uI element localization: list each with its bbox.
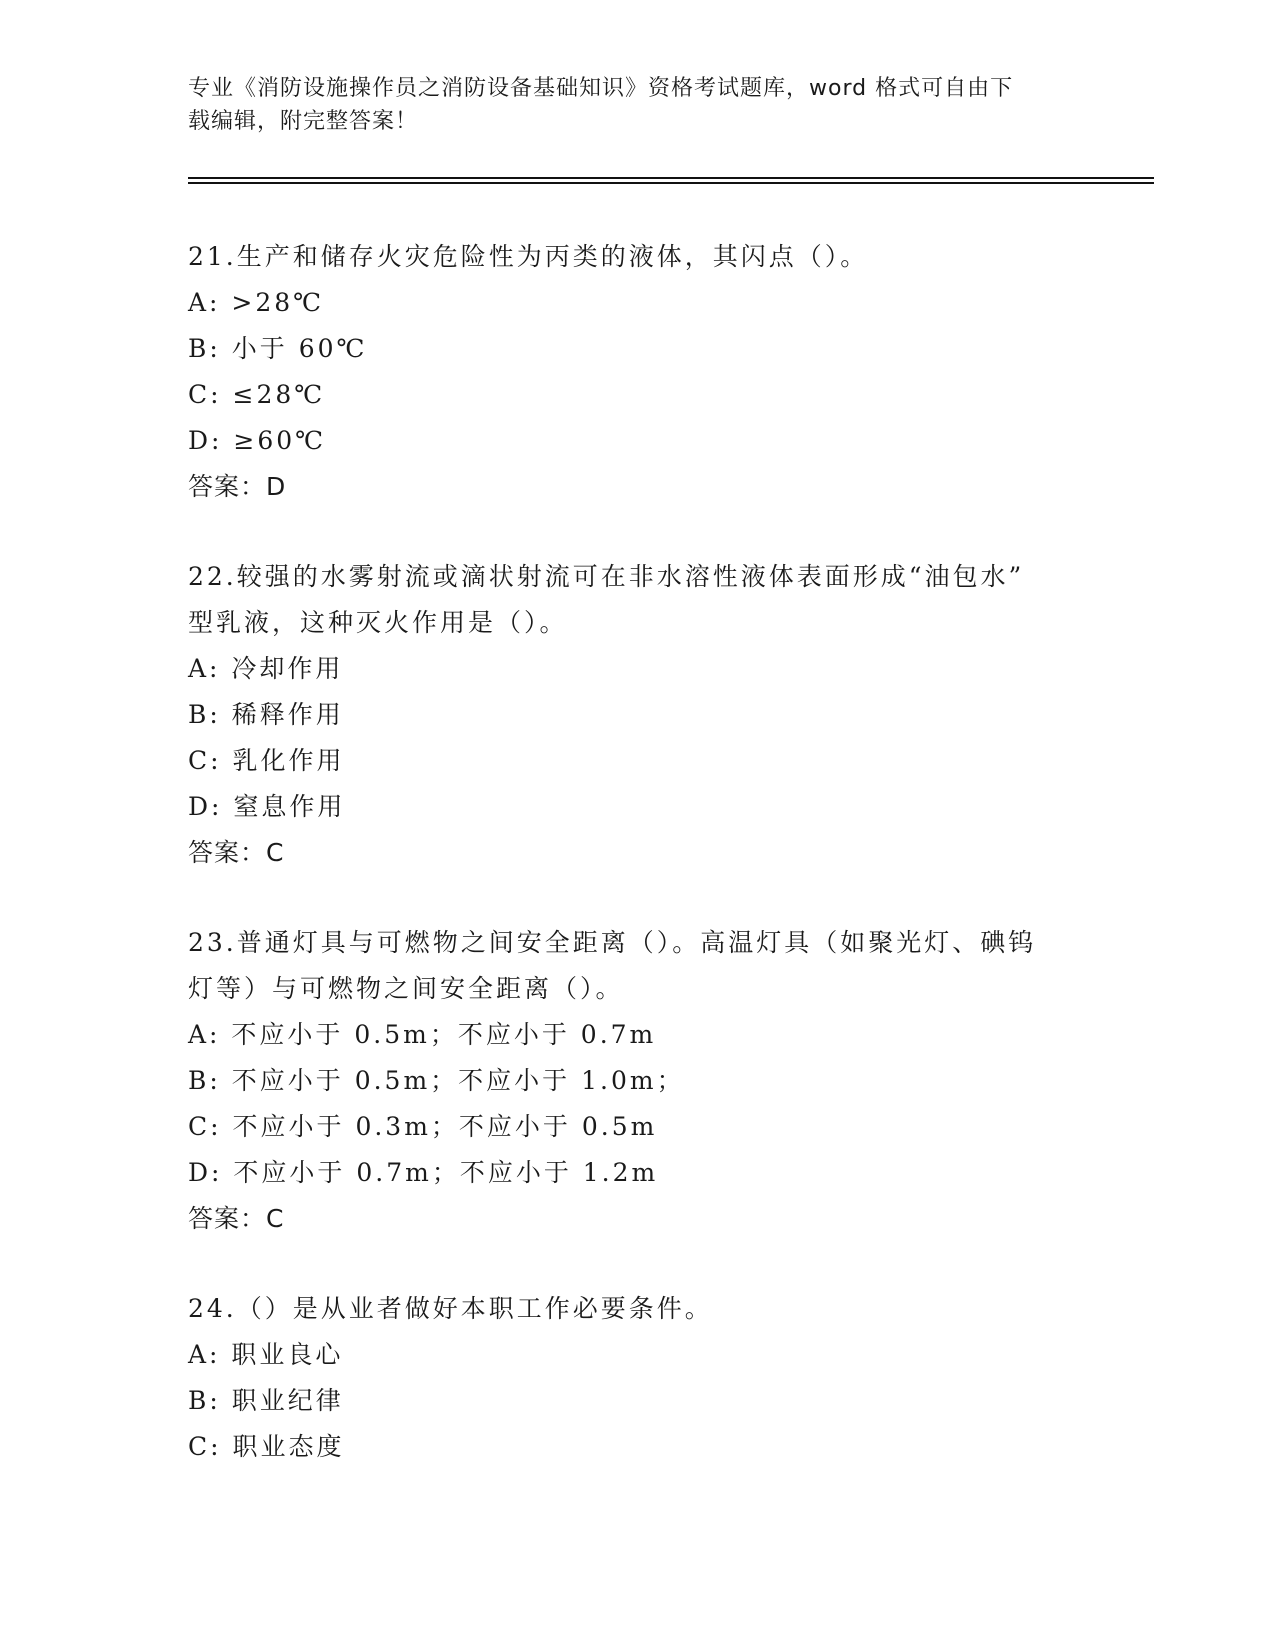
option-d: D: ≥60℃	[188, 426, 327, 455]
option-c: C: 职业态度	[188, 1432, 345, 1461]
option-c: C: 乳化作用	[188, 746, 345, 775]
question-stem-line-1: 22.较强的水雾射流或滴状射流可在非水溶性液体表面形成“油包水”	[188, 562, 1025, 591]
question-stem: 24.（）是从业者做好本职工作必要条件。	[188, 1294, 713, 1323]
option-b: B: 不应小于 0.5m；不应小于 1.0m；	[188, 1066, 685, 1095]
option-d: D: 窒息作用	[188, 792, 346, 821]
answer: 答案：D	[188, 472, 287, 501]
option-b: B: 小于 60℃	[188, 334, 368, 363]
option-b: B: 稀释作用	[188, 700, 344, 729]
option-a: A: 冷却作用	[188, 654, 344, 683]
question-stem-line-2: 型乳液，这种灭火作用是（）。	[188, 608, 568, 637]
option-d: D: 不应小于 0.7m；不应小于 1.2m	[188, 1158, 659, 1187]
answer: 答案：C	[188, 1204, 285, 1233]
option-a: A: >28℃	[188, 288, 325, 317]
option-a: A: 不应小于 0.5m；不应小于 0.7m	[188, 1020, 657, 1049]
question-stem-line-2: 灯等）与可燃物之间安全距离（）。	[188, 974, 624, 1003]
header-line-1: 专业《消防设施操作员之消防设备基础知识》资格考试题库，word 格式可自由下	[188, 76, 1014, 101]
header-divider-top	[188, 177, 1154, 179]
header-line-2: 载编辑，附完整答案！	[188, 109, 419, 134]
question-23	[188, 920, 1088, 1242]
answer: 答案：C	[188, 838, 285, 867]
option-b: B: 职业纪律	[188, 1386, 344, 1415]
option-c: C: ≤28℃	[188, 380, 326, 409]
question-stem-line-1: 23.普通灯具与可燃物之间安全距离（）。高温灯具（如聚光灯、碘钨	[188, 928, 1037, 957]
option-c: C: 不应小于 0.3m；不应小于 0.5m	[188, 1112, 658, 1141]
question-21	[188, 234, 1088, 510]
question-24	[188, 1286, 1088, 1470]
header-divider-bottom	[188, 182, 1154, 184]
document-header	[188, 72, 1088, 138]
option-a: A: 职业良心	[188, 1340, 344, 1369]
question-22	[188, 554, 1088, 876]
question-stem: 21.生产和储存火灾危险性为丙类的液体，其闪点（）。	[188, 242, 869, 271]
